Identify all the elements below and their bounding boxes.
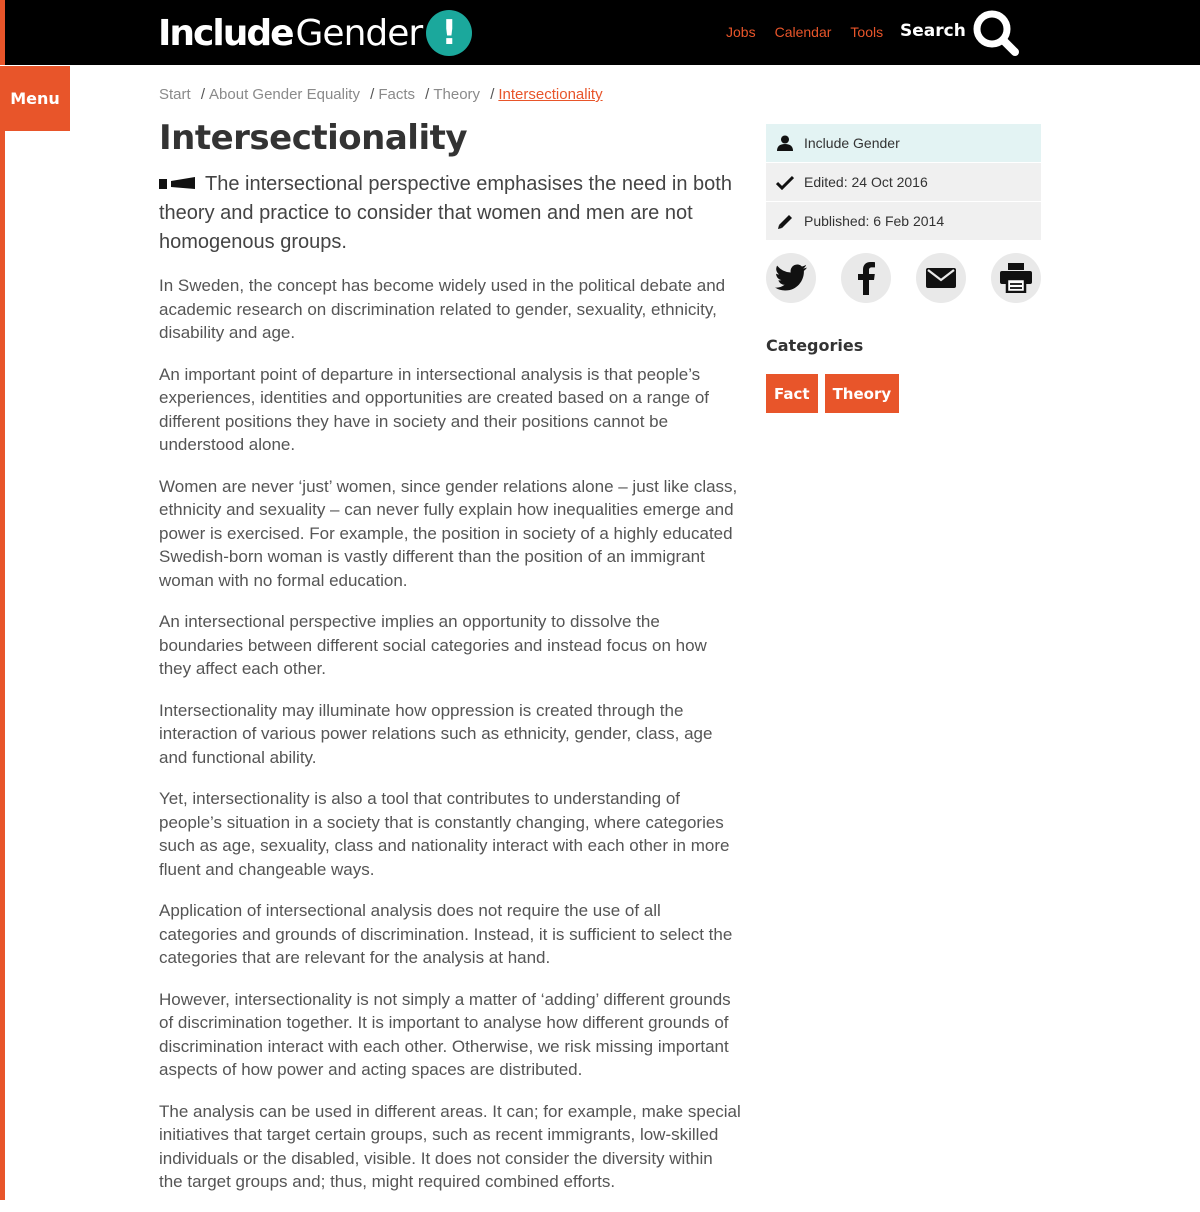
meta-published xyxy=(766,202,1041,240)
search-icon[interactable] xyxy=(972,10,1020,56)
facebook-icon[interactable] xyxy=(841,253,891,303)
nav-link-calendar[interactable]: Calendar xyxy=(774,24,832,40)
breadcrumb-start[interactable]: Start xyxy=(159,86,191,103)
lead-text: The intersectional perspective emphasises the need in both theory and practice to consider that women and men are not homogenous groups. xyxy=(159,173,732,253)
user-icon xyxy=(766,135,804,151)
site-header xyxy=(0,0,1200,65)
breadcrumb-separator: / xyxy=(425,86,430,103)
breadcrumb-separator: / xyxy=(490,86,495,103)
lead-paragraph xyxy=(159,170,734,257)
breadcrumb-facts[interactable]: Facts xyxy=(378,86,415,103)
logo-text-strong: Include xyxy=(158,12,293,54)
article-body xyxy=(159,274,741,1212)
meta-edited xyxy=(766,163,1041,201)
site-logo[interactable] xyxy=(158,9,472,57)
meta-author-text: Include Gender xyxy=(804,135,900,151)
category-tag-theory[interactable]: Theory xyxy=(825,374,900,413)
page-title: Intersectionality xyxy=(159,118,468,158)
print-icon[interactable] xyxy=(991,253,1041,303)
breadcrumb-current[interactable]: Intersectionality xyxy=(498,86,603,103)
article-paragraph: Application of intersectional analysis does not require the use of all categories and grounds of discrimination. Instead, it is sufficient to select the categories that are relevant for the analysis at hand. xyxy=(159,901,733,967)
top-nav xyxy=(726,24,883,40)
breadcrumb-theory[interactable]: Theory xyxy=(433,86,481,103)
article-paragraph: However, intersectionality is not simply a matter of ‘adding’ different grounds of discrimination together. It is important to analyse how different grounds of discrimination interact with each other. Otherwise, we risk missing important aspects of how power and acting spaces are distributed. xyxy=(159,989,731,1079)
article-paragraph: The analysis can be used in different areas. It can; for example, make special initiatives that target certain groups, such as recent immigrants, low-skilled individuals or the disabled, visible. It does not consider the diversity within the target groups and; thus, might required combined efforts. xyxy=(159,1101,741,1191)
accent-edge xyxy=(0,0,5,65)
meta-published-text: Published: 6 Feb 2014 xyxy=(804,213,945,229)
breadcrumb xyxy=(159,86,603,103)
email-icon[interactable] xyxy=(916,253,966,303)
twitter-icon[interactable] xyxy=(766,253,816,303)
breadcrumb-separator: / xyxy=(200,86,206,103)
nav-link-jobs[interactable]: Jobs xyxy=(726,24,756,40)
article-paragraph: Women are never ‘just’ women, since gender relations alone – just like class, ethnicity and sexuality – can never fully explain how inequalities emerge and power is exercised. For example, the position in society of a highly educated Swedish-born woman is vastly different than the position of an immigrant woman with no formal education. xyxy=(159,476,738,590)
logo-text-light: Gender xyxy=(295,12,423,54)
article-paragraph: Intersectionality may illuminate how oppression is created through the interaction of various power relations such as ethnicity, gender, class, age and functional ability. xyxy=(159,700,713,767)
article-sidebar xyxy=(766,124,1041,413)
checkmark-icon xyxy=(766,175,804,190)
lead-marker-icon xyxy=(159,176,197,190)
categories-heading: Categories xyxy=(766,336,864,355)
article-paragraph: In Sweden, the concept has become widely used in the political debate and academic research on discrimination related to gender, sexuality, ethnicity, disability and age. xyxy=(159,276,726,342)
logo-exclamation-badge: ! xyxy=(426,10,472,56)
article-paragraph: Yet, intersectionality is also a tool that contributes to understanding of people’s situation in a society that is constantly changing, where categories such as age, sexuality, class and nationality interact with each other in more fluent and changeable ways. xyxy=(159,789,730,879)
category-tags xyxy=(766,374,1041,413)
menu-button[interactable]: Menu xyxy=(0,66,70,131)
article-paragraph: An important point of departure in intersectional analysis is that people’s experiences, identities and opportunities are created based on a range of different positions they have in society and their positions cannot be understood alone. xyxy=(159,364,710,454)
breadcrumb-separator: / xyxy=(370,86,375,103)
nav-link-tools[interactable]: Tools xyxy=(850,24,884,40)
pencil-icon xyxy=(766,213,804,230)
share-buttons xyxy=(766,253,1041,303)
category-tag-fact[interactable]: Fact xyxy=(766,374,818,413)
meta-author[interactable] xyxy=(766,124,1041,162)
left-accent-stripe xyxy=(0,66,5,1200)
search-label[interactable]: Search xyxy=(900,21,966,41)
article-paragraph: An intersectional perspective implies an opportunity to dissolve the boundaries between different social categories and instead focus on how they affect each other. xyxy=(159,612,707,678)
meta-edited-text: Edited: 24 Oct 2016 xyxy=(804,174,928,190)
breadcrumb-about-gender-equality[interactable]: About Gender Equality xyxy=(209,86,360,103)
